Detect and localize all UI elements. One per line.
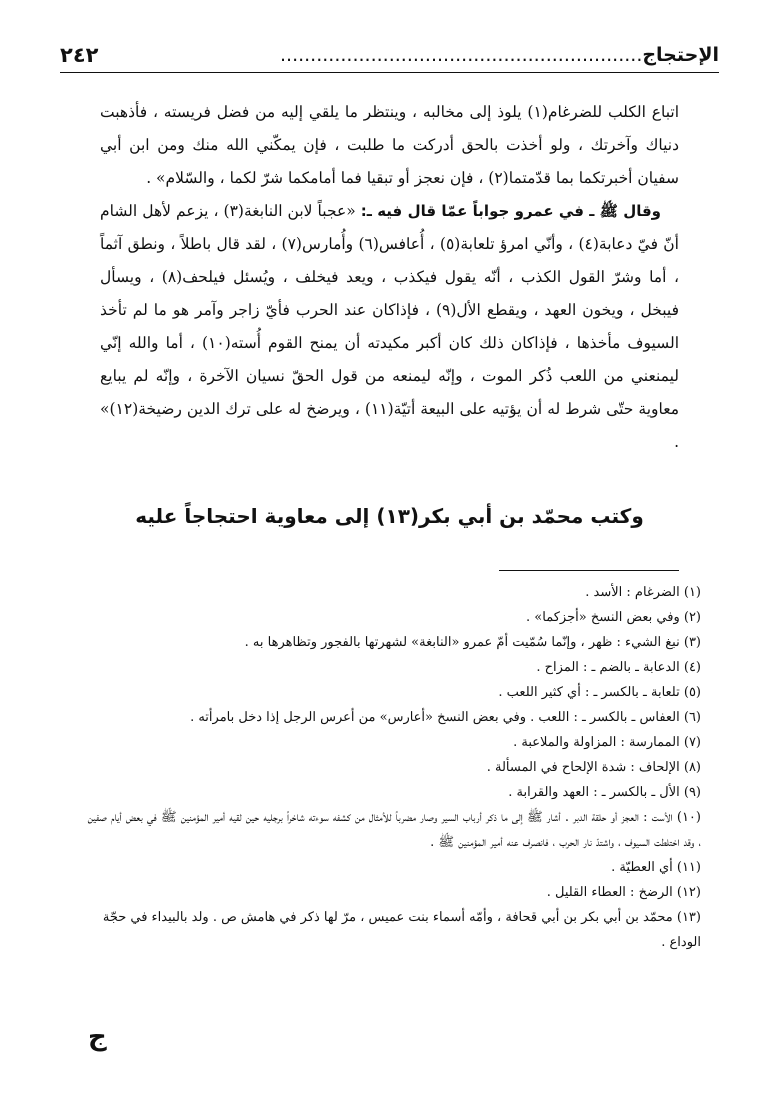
footnote-10: (١٠) الأست : العجز أو حلقة الدبر . أشار ﷺ إلى ما ذكر أرباب السير وصار مضرباً للأمثال من كشفه سوءته شاخراً برجليه حين لقيه أمير المؤمنين ﷺ في بعض أيام صفين ، وقد اختلطت السيوف ، واشتدّ نار الحرب ، فانصرف عنه أمير المؤمنين ﷺ .	[87, 810, 701, 850]
paragraph-2-lead: وقال ﷺ ـ في عمرو جواباً عمّا قال فيه ـ:	[360, 202, 661, 220]
footnote-4: (٤) الدعابة ـ بالضم ـ : المزاح .	[536, 660, 701, 675]
footnote-3: (٣) نبغ الشيء : ظهر ، وإنّما سُمّيت أمّ عمرو «النابغة» لشهرتها بالفجور وتظاهرها به .	[244, 635, 701, 650]
section-title: وكتب محمّد بن أبي بكر(١٣) إلى معاوية احتجاجاً عليه	[135, 504, 644, 528]
footnote-1: (١) الضرغام : الأسد .	[585, 585, 701, 600]
footnote-6: (٦) العفاس ـ بالكسر ـ : اللعب . وفي بعض النسخ «أعارس» من أعرس الرجل إذا دخل بامرأته .	[190, 710, 701, 725]
paragraph-2	[100, 195, 679, 459]
footnote-12: (١٢) الرضخ : العطاء القليل .	[546, 885, 701, 900]
page-number: ٢٤٢	[60, 43, 99, 67]
main-text	[100, 96, 679, 459]
footnote-5: (٥) تلعابة ـ بالكسر ـ : أي كثير اللعب .	[498, 685, 701, 700]
paragraph-2-text: «عجباً لابن النابغة(٣) ، يزعم لأهل الشام أنّ فيّ دعابة(٤) ، وأنّي امرؤ تلعابة(٥) ، أُعافس(٦) وأُمارس(٧) ، لقد قال باطلاً ، ونطق آثماً ، أما وشرّ القول الكذب ، أنّه يقول فيكذب ، ويعد فيخلف ، ويُسئل فيلحف(٨) ، ويسأل فيبخل ، ويخون العهد ، ويقطع الأل(٩) ، فإذاكان عند الحرب فأيّ زاجر وآمر هو ما لم تأخذ السيوف مأخذها ، فإذاكان ذلك كان أكبر مكيدته أن يمنح القوم أُسته(١٠) ، أما والله إنّي ليمنعني من اللعب ذُكر الموت ، وإنّه ليمنعه من قول الحقّ نسيان الآخرة ، وإنّه لم يبايع معاوية حتّى شرط له أن يؤتيه على البيعة أتيّة(١١) ، ويرضخ له على ترك الدين رضيخة(١٢)» .	[100, 202, 679, 451]
footnote-7: (٧) الممارسة : المزاولة والملاعبة .	[513, 735, 701, 750]
footnote-13: (١٣) محمّد بن أبي بكر بن أبي قحافة ، وأمّه أسماء بنت عميس ، مرّ لها ذكر في هامش ص . ولد بالبيداء في حجّة الوداع .	[102, 910, 701, 950]
footnote-2: (٢) وفي بعض النسخ «أجزكما» .	[526, 610, 701, 625]
footnote-divider	[499, 570, 679, 571]
page-header	[60, 38, 719, 73]
paragraph-1: اتباع الكلب للضرغام(١) يلوذ إلى مخالبه ، وينتظر ما يلقي إليه من فضل فريسته ، فأذهبت دنياك وآخرتك ، ولو أخذت بالحق أدركت ما طلبت ، فإن يمكّني الله منك ومن ابن أبي سفيان أخبرتكما بما قدّمتما(٢) ، فإن نعجز أو تبقيا فما أمامكما شرّ لكما ، والسّلام» .	[100, 103, 680, 187]
running-title-text: الإحتجاج	[642, 44, 719, 66]
footnote-11: (١١) أي العطيّة .	[611, 860, 701, 875]
footnote-9: (٩) الأل ـ بالكسر ـ : العهد والقرابة .	[508, 785, 701, 800]
footnotes	[85, 580, 709, 955]
leader-dots: ............................................................	[279, 44, 643, 66]
footnote-8: (٨) الإلحاف : شدة الإلحاح في المسألة .	[486, 760, 701, 775]
corner-mark: ج	[88, 1022, 107, 1052]
running-title	[280, 44, 719, 66]
